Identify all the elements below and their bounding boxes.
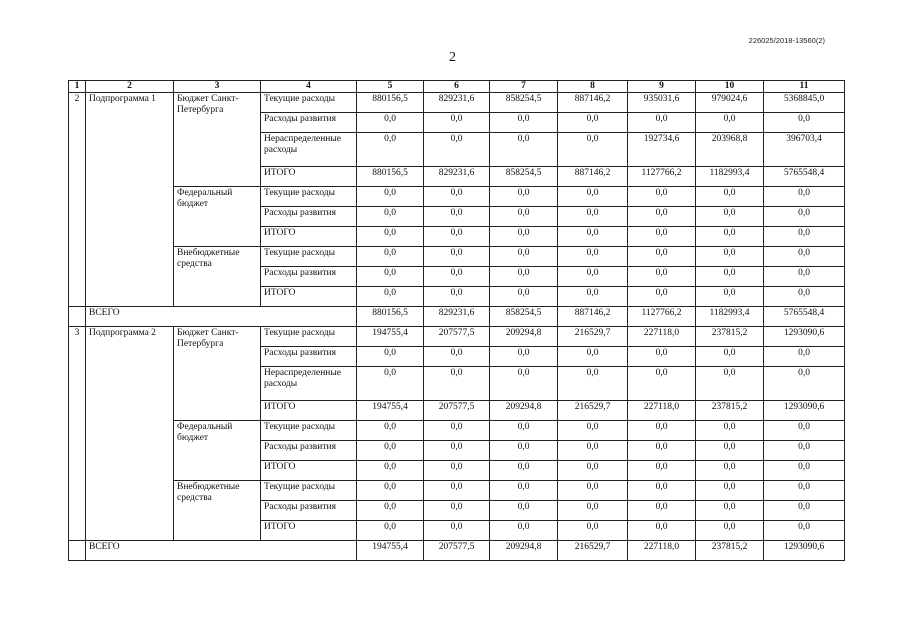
value-cell: 0,0 [558, 227, 628, 247]
value-cell: 207577,5 [424, 401, 490, 421]
value-cell: 0,0 [357, 247, 424, 267]
value-cell: 0,0 [696, 227, 764, 247]
expense-type: Текущие расходы [261, 481, 357, 501]
table-row [69, 327, 845, 347]
value-cell: 0,0 [490, 501, 558, 521]
value-cell: 0,0 [357, 113, 424, 133]
value-cell: 0,0 [696, 367, 764, 401]
value-cell: 0,0 [764, 441, 845, 461]
value-cell: 0,0 [558, 187, 628, 207]
expense-type: Нераспределенные расходы [261, 133, 357, 167]
value-cell: 0,0 [696, 521, 764, 541]
value-cell: 0,0 [764, 481, 845, 501]
expense-type: Расходы развития [261, 347, 357, 367]
value-cell: 0,0 [357, 421, 424, 441]
value-cell: 0,0 [357, 187, 424, 207]
value-cell: 0,0 [357, 367, 424, 401]
value-cell: 0,0 [764, 267, 845, 287]
column-header: 8 [558, 81, 628, 93]
value-cell: 0,0 [357, 481, 424, 501]
total-value: 887146,2 [558, 307, 628, 327]
value-cell: 0,0 [628, 187, 696, 207]
value-cell: 0,0 [490, 521, 558, 541]
value-cell: 0,0 [628, 113, 696, 133]
value-cell: 0,0 [628, 421, 696, 441]
value-cell: 0,0 [558, 133, 628, 167]
expense-type: Текущие расходы [261, 187, 357, 207]
value-cell: 0,0 [696, 287, 764, 307]
value-cell: 0,0 [357, 227, 424, 247]
value-cell: 0,0 [490, 481, 558, 501]
value-cell: 829231,6 [424, 167, 490, 187]
table-row [69, 93, 845, 113]
value-cell: 0,0 [696, 481, 764, 501]
value-cell: 0,0 [357, 207, 424, 227]
expense-type: ИТОГО [261, 401, 357, 421]
total-row [69, 541, 845, 561]
table-row [69, 421, 845, 441]
funding-source: Федеральный бюджет [174, 421, 261, 481]
value-cell: 858254,5 [490, 167, 558, 187]
value-cell: 0,0 [357, 461, 424, 481]
column-header: 6 [424, 81, 490, 93]
value-cell: 0,0 [696, 247, 764, 267]
total-value: 194755,4 [357, 541, 424, 561]
expense-type: Расходы развития [261, 113, 357, 133]
value-cell: 0,0 [764, 501, 845, 521]
total-value: 858254,5 [490, 307, 558, 327]
value-cell: 0,0 [696, 267, 764, 287]
value-cell: 0,0 [558, 367, 628, 401]
value-cell: 935031,6 [628, 93, 696, 113]
expense-type: ИТОГО [261, 461, 357, 481]
total-value: 1293090,6 [764, 541, 845, 561]
value-cell: 0,0 [764, 287, 845, 307]
value-cell: 0,0 [424, 521, 490, 541]
value-cell: 0,0 [764, 113, 845, 133]
expense-type: Расходы развития [261, 501, 357, 521]
table-row [69, 247, 845, 267]
value-cell: 0,0 [696, 347, 764, 367]
value-cell: 0,0 [558, 441, 628, 461]
value-cell: 0,0 [628, 247, 696, 267]
value-cell: 0,0 [424, 367, 490, 401]
value-cell: 0,0 [558, 247, 628, 267]
value-cell: 227118,0 [628, 401, 696, 421]
value-cell: 0,0 [764, 247, 845, 267]
value-cell: 0,0 [424, 113, 490, 133]
total-value: 227118,0 [628, 541, 696, 561]
value-cell: 0,0 [764, 227, 845, 247]
value-cell: 829231,6 [424, 93, 490, 113]
column-header: 3 [174, 81, 261, 93]
value-cell: 0,0 [490, 267, 558, 287]
expense-type: Расходы развития [261, 207, 357, 227]
expense-type: Текущие расходы [261, 247, 357, 267]
value-cell: 0,0 [558, 521, 628, 541]
column-header: 10 [696, 81, 764, 93]
funding-source: Внебюджетные средства [174, 247, 261, 307]
budget-table [68, 80, 845, 561]
value-cell: 0,0 [764, 521, 845, 541]
value-cell: 0,0 [558, 421, 628, 441]
row-index: 3 [69, 327, 86, 541]
value-cell: 237815,2 [696, 401, 764, 421]
value-cell: 0,0 [357, 133, 424, 167]
table-row [69, 481, 845, 501]
value-cell: 0,0 [764, 421, 845, 441]
value-cell: 0,0 [628, 367, 696, 401]
total-value: 209294,8 [490, 541, 558, 561]
expense-type: Нераспределенные расходы [261, 367, 357, 401]
table-row [69, 187, 845, 207]
value-cell: 216529,7 [558, 327, 628, 347]
value-cell: 0,0 [764, 347, 845, 367]
funding-source: Федеральный бюджет [174, 187, 261, 247]
value-cell: 207577,5 [424, 327, 490, 347]
expense-type: Текущие расходы [261, 327, 357, 347]
value-cell: 5368845,0 [764, 93, 845, 113]
value-cell: 0,0 [558, 267, 628, 287]
value-cell: 0,0 [628, 521, 696, 541]
value-cell: 203968,8 [696, 133, 764, 167]
value-cell: 0,0 [490, 207, 558, 227]
value-cell: 0,0 [696, 207, 764, 227]
value-cell: 0,0 [558, 287, 628, 307]
value-cell: 887146,2 [558, 167, 628, 187]
value-cell: 0,0 [490, 133, 558, 167]
value-cell: 0,0 [696, 461, 764, 481]
total-value: 216529,7 [558, 541, 628, 561]
value-cell: 880156,5 [357, 167, 424, 187]
value-cell: 0,0 [424, 227, 490, 247]
total-label: ВСЕГО [86, 307, 357, 327]
total-value: 880156,5 [357, 307, 424, 327]
empty-cell [69, 541, 86, 561]
value-cell: 0,0 [424, 133, 490, 167]
value-cell: 0,0 [558, 461, 628, 481]
value-cell: 192734,6 [628, 133, 696, 167]
value-cell: 0,0 [628, 501, 696, 521]
value-cell: 0,0 [628, 207, 696, 227]
value-cell: 0,0 [628, 441, 696, 461]
row-index: 2 [69, 93, 86, 307]
total-value: 1182993,4 [696, 307, 764, 327]
value-cell: 0,0 [628, 227, 696, 247]
column-header: 5 [357, 81, 424, 93]
total-label: ВСЕГО [86, 541, 357, 561]
value-cell: 237815,2 [696, 327, 764, 347]
value-cell: 0,0 [490, 247, 558, 267]
value-cell: 0,0 [357, 501, 424, 521]
total-value: 237815,2 [696, 541, 764, 561]
value-cell: 0,0 [628, 267, 696, 287]
value-cell: 0,0 [490, 113, 558, 133]
column-header: 9 [628, 81, 696, 93]
value-cell: 0,0 [424, 421, 490, 441]
value-cell: 0,0 [424, 501, 490, 521]
value-cell: 0,0 [628, 461, 696, 481]
value-cell: 0,0 [490, 461, 558, 481]
column-header: 4 [261, 81, 357, 93]
total-value: 207577,5 [424, 541, 490, 561]
total-value: 829231,6 [424, 307, 490, 327]
value-cell: 0,0 [424, 267, 490, 287]
value-cell: 0,0 [424, 441, 490, 461]
value-cell: 1293090,6 [764, 401, 845, 421]
expense-type: ИТОГО [261, 287, 357, 307]
value-cell: 0,0 [628, 287, 696, 307]
value-cell: 209294,8 [490, 401, 558, 421]
expense-type: ИТОГО [261, 521, 357, 541]
value-cell: 0,0 [357, 441, 424, 461]
value-cell: 979024,6 [696, 93, 764, 113]
value-cell: 209294,8 [490, 327, 558, 347]
value-cell: 0,0 [424, 207, 490, 227]
value-cell: 0,0 [490, 441, 558, 461]
value-cell: 0,0 [424, 461, 490, 481]
header-row [69, 81, 845, 93]
value-cell: 0,0 [357, 287, 424, 307]
value-cell: 0,0 [558, 113, 628, 133]
value-cell: 5765548,4 [764, 167, 845, 187]
expense-type: Расходы развития [261, 441, 357, 461]
empty-cell [69, 307, 86, 327]
value-cell: 0,0 [490, 421, 558, 441]
value-cell: 0,0 [424, 287, 490, 307]
total-value: 1127766,2 [628, 307, 696, 327]
value-cell: 0,0 [696, 441, 764, 461]
value-cell: 216529,7 [558, 401, 628, 421]
funding-source: Внебюджетные средства [174, 481, 261, 541]
value-cell: 1182993,4 [696, 167, 764, 187]
value-cell: 0,0 [424, 187, 490, 207]
column-header: 2 [86, 81, 174, 93]
value-cell: 0,0 [490, 227, 558, 247]
value-cell: 858254,5 [490, 93, 558, 113]
expense-type: ИТОГО [261, 227, 357, 247]
value-cell: 0,0 [764, 187, 845, 207]
value-cell: 194755,4 [357, 401, 424, 421]
subprogram-name: Подпрограмма 1 [86, 93, 174, 307]
value-cell: 0,0 [357, 347, 424, 367]
value-cell: 0,0 [558, 481, 628, 501]
value-cell: 0,0 [628, 481, 696, 501]
value-cell: 0,0 [357, 267, 424, 287]
value-cell: 396703,4 [764, 133, 845, 167]
value-cell: 0,0 [696, 421, 764, 441]
value-cell: 0,0 [558, 501, 628, 521]
value-cell: 880156,5 [357, 93, 424, 113]
value-cell: 0,0 [424, 347, 490, 367]
expense-type: Текущие расходы [261, 421, 357, 441]
subprogram-name: Подпрограмма 2 [86, 327, 174, 541]
column-header: 11 [764, 81, 845, 93]
document-registration-code: 226025/2018-13560(2) [748, 36, 825, 45]
funding-source: Бюджет Санкт-Петербурга [174, 93, 261, 187]
total-row [69, 307, 845, 327]
value-cell: 0,0 [764, 207, 845, 227]
total-value: 5765548,4 [764, 307, 845, 327]
value-cell: 0,0 [764, 367, 845, 401]
value-cell: 0,0 [696, 501, 764, 521]
column-header: 1 [69, 81, 86, 93]
value-cell: 0,0 [490, 367, 558, 401]
expense-type: Текущие расходы [261, 93, 357, 113]
value-cell: 0,0 [490, 347, 558, 367]
value-cell: 0,0 [490, 287, 558, 307]
value-cell: 227118,0 [628, 327, 696, 347]
value-cell: 194755,4 [357, 327, 424, 347]
value-cell: 0,0 [696, 187, 764, 207]
value-cell: 0,0 [628, 347, 696, 367]
value-cell: 0,0 [696, 113, 764, 133]
value-cell: 0,0 [558, 207, 628, 227]
column-header: 7 [490, 81, 558, 93]
value-cell: 1127766,2 [628, 167, 696, 187]
expense-type: ИТОГО [261, 167, 357, 187]
expense-type: Расходы развития [261, 267, 357, 287]
value-cell: 0,0 [424, 247, 490, 267]
page-number: 2 [449, 50, 456, 65]
value-cell: 0,0 [424, 481, 490, 501]
value-cell: 0,0 [490, 187, 558, 207]
value-cell: 1293090,6 [764, 327, 845, 347]
value-cell: 887146,2 [558, 93, 628, 113]
funding-source: Бюджет Санкт-Петербурга [174, 327, 261, 421]
value-cell: 0,0 [558, 347, 628, 367]
value-cell: 0,0 [764, 461, 845, 481]
value-cell: 0,0 [357, 521, 424, 541]
